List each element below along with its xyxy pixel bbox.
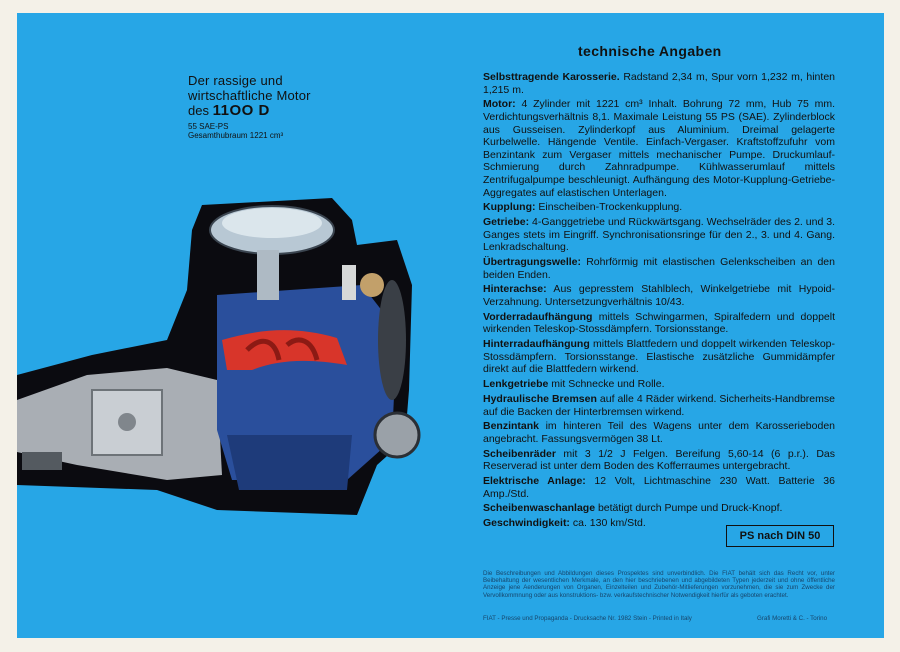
- spec-text: mit Schnecke und Rolle.: [548, 378, 665, 391]
- gearbox-bolt: [118, 413, 136, 431]
- shift-linkage: [22, 452, 62, 470]
- spec-label: Benzintank: [483, 420, 540, 433]
- spec-label: Hinterradaufhängung: [483, 338, 590, 351]
- spec-text: ca. 130 km/Std.: [569, 517, 646, 530]
- spec-label: Geschwindigkeit:: [483, 517, 570, 530]
- spec-text: Rohrförmig mit elastischen Gelenkscheiben an den beiden Enden.: [483, 256, 835, 281]
- spec-label: Scheibenräder: [483, 447, 556, 460]
- footer-printer: Grafi Moretti & C. - Torino: [757, 615, 828, 622]
- spec-item: [483, 71, 835, 96]
- spec-text: 12 Volt, Lichtmaschine 230 Watt. Batterie 36 Amp./Std.: [483, 475, 835, 500]
- spec-item: [483, 502, 835, 515]
- spec-text: im hinteren Teil des Wagens unter dem Karosserieboden angebracht. Fassungsvermögen 38 Lt.: [483, 420, 835, 445]
- spec-item: [483, 283, 835, 308]
- spec-item: [483, 338, 835, 376]
- spec-text: auf alle 4 Räder wirkend. Sicherheits-Handbremse auf die Backen der Hinterbremsen wirkend.: [483, 392, 835, 418]
- spec-item: [483, 448, 835, 473]
- spec-item: [483, 420, 835, 445]
- spec-item: [483, 98, 835, 199]
- generator: [360, 273, 384, 297]
- page-title: technische Angaben: [578, 43, 722, 59]
- spec-item: [483, 378, 835, 391]
- intro-sub-2: Gesamthubraum 1221 cm³: [188, 131, 284, 140]
- intro-line-3: [188, 103, 311, 119]
- intro-line-2: wirtschaftliche Motor: [188, 88, 311, 103]
- intro-sub-1: 55 SAE-PS: [188, 122, 229, 131]
- spec-label: Elektrische Anlage:: [483, 475, 586, 488]
- spec-text: mittels Schwingarmen, Spiralfedern und doppelt wirkenden Teleskop-Stossdämpfern. Torsionsstange.: [483, 310, 835, 336]
- spec-item: [483, 475, 835, 500]
- crank-pulley: [375, 413, 419, 457]
- spec-item: [483, 201, 835, 214]
- spec-label: Vorderradaufhängung: [483, 310, 593, 323]
- din-badge: PS nach DIN 50: [726, 525, 834, 547]
- spec-label: Übertragungswelle:: [483, 256, 582, 269]
- spec-label: Motor:: [483, 98, 516, 111]
- spec-text: Einscheiben-Trockenkupplung.: [535, 201, 683, 214]
- spec-item: [483, 311, 835, 336]
- spec-label: Kupplung:: [483, 201, 536, 214]
- spec-text: mittels Blattfedern und doppelt wirkenden Teleskop-Stossdämpfern. Torsionsstange. Elastische zusätzliche Gummidämpfer direkt auf die Blattfedern wirkend.: [483, 338, 835, 376]
- spec-item: [483, 256, 835, 281]
- intro-line-3-prefix: des: [188, 103, 209, 118]
- spec-label: Hinterachse:: [483, 283, 547, 296]
- distributor: [342, 265, 356, 300]
- spec-text: 4 Zylinder mit 1221 cm³ Inhalt. Bohrung 72 mm, Hub 75 mm. Verdichtungsverhältnis 8,1. Maximale Leistung 55 PS (SAE). Zylinderblock aus Gusseisen. Zylinderkopf aus Aluminium. Dreimal gelagerte Kurbelwelle. Hängende Ventile. Einfach-Vergaser. Kraftstoffzufuhr vom Benzintank zum Vergaser mittels mechanischer Pumpe. Druckumlauf-Schmierung durch Zahnradpumpe. Kühlwasserumlauf mittels Zentrifugalpumpe beschleunigt. Aufhängung des Motor-Kupplung-Getriebe-Aggregates auf elastischen Unterlagen.: [483, 98, 835, 199]
- engine-drawing: [17, 190, 437, 520]
- spec-label: Selbsttragende Karosserie.: [483, 71, 620, 83]
- spec-text: 4-Ganggetriebe und Rückwärtsgang. Wechselräder des 2. und 3. Ganges stets im Eingriff. Synchronisationsringe für den 2., 3. und 4. Gang. Lenkradschaltung.: [483, 216, 835, 254]
- spec-label: Getriebe:: [483, 216, 530, 229]
- engine-illustration: [17, 190, 437, 520]
- spec-list: [483, 71, 835, 532]
- oil-sump: [227, 435, 352, 490]
- spec-text: Radstand 2,34 m, Spur vorn 1,232 m, hinten 1,215 m.: [483, 71, 835, 96]
- air-filter-top: [222, 208, 322, 238]
- disclaimer: Die Beschreibungen und Abbildungen dieses Prospektes sind unverbindlich. Die FIAT behält sich das Recht vor, unter Beibehaltung der wesentlichen Merkmale, an den hier beschriebenen und abgebildeten Typen jederzeit und ohne öffentliche Anzeige jene Aenderungen von Organen, Einzelteilen und Zubehör-Mitlieferungen vorzunehmen, die sie zum Zwecke der Vervollkommnung oder aus konstruktions- bzw. verkaufstechnischer Notwendigkeit hierfür als geboten erachtet.: [483, 570, 835, 599]
- spec-text: Aus gepresstem Stahlblech, Winkelgetriebe mit Hypoid-Verzahnung. Untersetzungverhältnis 10/43.: [483, 283, 835, 309]
- spec-item: [483, 216, 835, 254]
- engine-intro: [188, 73, 311, 140]
- cooling-fan: [378, 280, 406, 400]
- footer-imprint: FIAT - Presse und Propaganda - Drucksache Nr. 1982 Stein - Printed in Italy: [483, 615, 692, 622]
- spec-item: [483, 393, 835, 418]
- carburetor: [257, 250, 279, 300]
- spec-label: Hydraulische Bremsen: [483, 392, 597, 405]
- engine-model: 11OO D: [212, 102, 270, 119]
- spec-text: mit 3 1/2 J Felgen. Bereifung 5,60-14 (6 p.r.). Das Reserverad ist unter dem Boden des Kofferraumes untergebracht.: [483, 447, 835, 473]
- spec-text: betätigt durch Pumpe und Druck-Knopf.: [595, 502, 783, 515]
- spec-label: Scheibenwaschanlage: [483, 502, 596, 515]
- spec-label: Lenkgetriebe: [483, 378, 549, 391]
- intro-line-1: Der rassige und: [188, 73, 283, 88]
